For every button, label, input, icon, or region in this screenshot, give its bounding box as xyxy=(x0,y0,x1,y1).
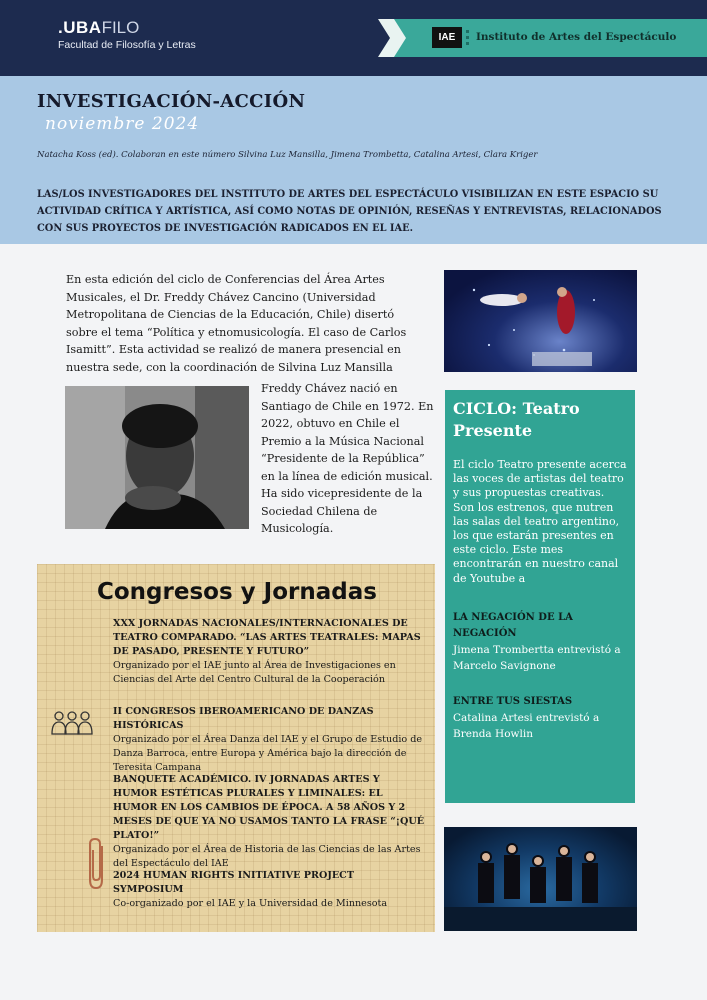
credits-line: Natacha Koss (ed). Colaboran en este número Silvina Luz Mansilla, Jimena Trombetta, Catalina Artesi, Clara Kriger xyxy=(37,150,538,160)
theatre-cast-photo xyxy=(444,827,637,931)
logo-filo: FILO xyxy=(101,18,140,37)
congreso-item-title: XXX JORNADAS NACIONALES/INTERNACIONALES DE TEATRO COMPARADO. “LAS ARTES TEATRALES: MAPAS DE PASADO, PRESENTE Y FUTURO” xyxy=(113,618,421,657)
congreso-item-text: Organizado por el Área Danza del IAE y el Grupo de Estudio de Danza Barroca, entre Europa y América bajo la dirección de Teresita Campana xyxy=(113,734,423,773)
iae-badge: IAE xyxy=(432,27,462,48)
page-title: INVESTIGACIÓN-ACCIÓN xyxy=(37,91,306,112)
ciclo-item-2-text: Catalina Artesi entrevistó a Brenda Howlin xyxy=(453,711,600,740)
congresos-title: Congresos y Jornadas xyxy=(97,579,377,605)
ciclo-item-1-text: Jimena Trombertta entrevistó a Marcelo Savignone xyxy=(453,643,621,672)
congreso-item[interactable] xyxy=(113,617,425,687)
edition-date: noviembre 2024 xyxy=(45,114,200,134)
congreso-item-text: Co-organizado por el IAE y la Universidad de Minnesota xyxy=(113,898,388,909)
ciclo-text: El ciclo Teatro presente acerca las voces de artistas del teatro y sus propuestas creativas. Son los estrenos, que nutren las salas del teatro argentino, los que estarán presentes en este ciclo. Este mes encontrarán en nuestro canal de Youtube a xyxy=(453,458,627,585)
intro-text: LAS/LOS INVESTIGADORES DEL INSTITUTO DE ARTES DEL ESPECTÁCULO VISIBILIZAN EN ESTE ESPACIO SU ACTIVIDAD CRÍTICA Y ARTÍSTICA, ASÍ COMO NOTAS DE OPINIÓN, RESEÑAS Y ENTREVISTAS, RELACIONADOS CON SUS PROYECTOS DE INVESTIGACIÓN RADICADOS EN EL IAE. xyxy=(37,189,662,234)
iae-dots-icon xyxy=(466,30,470,46)
people-group-icon xyxy=(50,708,94,738)
congreso-item-text: Organizado por el IAE junto al Área de Investigaciones en Ciencias del Arte del Centro Cultural de la Cooperación xyxy=(113,660,396,685)
article-paragraph-1: En esta edición del ciclo de Conferencias del Área Artes Musicales, el Dr. Freddy Chávez Cancino (Universidad Metropolitana de Ciencias de la Educación, Chile) disertó sobre el tema “Política y etnomusicología. El caso de Carlos Isamitt”. Esta actividad se realizó de manera presencial en nuestra sede, con la coordinación de Silvina Luz Mansilla xyxy=(66,273,407,374)
congreso-item[interactable] xyxy=(113,773,425,871)
institute-name: Instituto de Artes del Espectáculo xyxy=(476,31,677,43)
paperclip-icon xyxy=(86,836,108,892)
article-paragraph-2: Freddy Chávez nació en Santiago de Chile en 1972. En 2022, obtuvo en Chile el Premio a la Música Nacional “Presidente de la República” en la línea de edición musical. Ha sido vicepresidente de la Sociedad Chilena de Musicología. xyxy=(261,382,434,535)
freddy-chavez-photo xyxy=(65,386,249,529)
ciclo-teatro-presente-panel xyxy=(445,390,635,803)
congreso-item[interactable] xyxy=(113,705,425,775)
ciclo-item-2-title[interactable]: ENTRE TUS SIESTAS xyxy=(453,695,573,707)
uba-filo-logo[interactable] xyxy=(58,18,196,51)
congreso-item-title: II CONGRESOS IBEROAMERICANO DE DANZAS HISTÓRICAS xyxy=(113,706,374,731)
ciclo-item-1-title[interactable]: LA NEGACIÓN DE LA NEGACIÓN xyxy=(453,611,573,639)
congreso-item[interactable] xyxy=(113,869,425,911)
logo-uba: .UBA xyxy=(58,18,102,37)
congreso-item-title: BANQUETE ACADÉMICO. IV JORNADAS ARTES Y HUMOR ESTÉTICAS PLURALES Y LIMINALES: EL HUMOR EN LOS CAMBIOS DE ÉPOCA. A 58 AÑOS Y 2 MESES DE QUE YA NO USAMOS TANTO LA FRASE “¡QUÉ PLATO!” xyxy=(113,774,425,841)
ciclo-title: CICLO: Teatro Presente xyxy=(453,399,580,440)
faculty-name: Facultad de Filosofía y Letras xyxy=(58,39,196,51)
congreso-item-text: Organizado por el Área de Historia de las Ciencias de las Artes del Espectáculo del IAE xyxy=(113,844,421,869)
dance-photo xyxy=(444,270,637,372)
congreso-item-title: 2024 HUMAN RIGHTS INITIATIVE PROJECT SYMPOSIUM xyxy=(113,870,354,895)
